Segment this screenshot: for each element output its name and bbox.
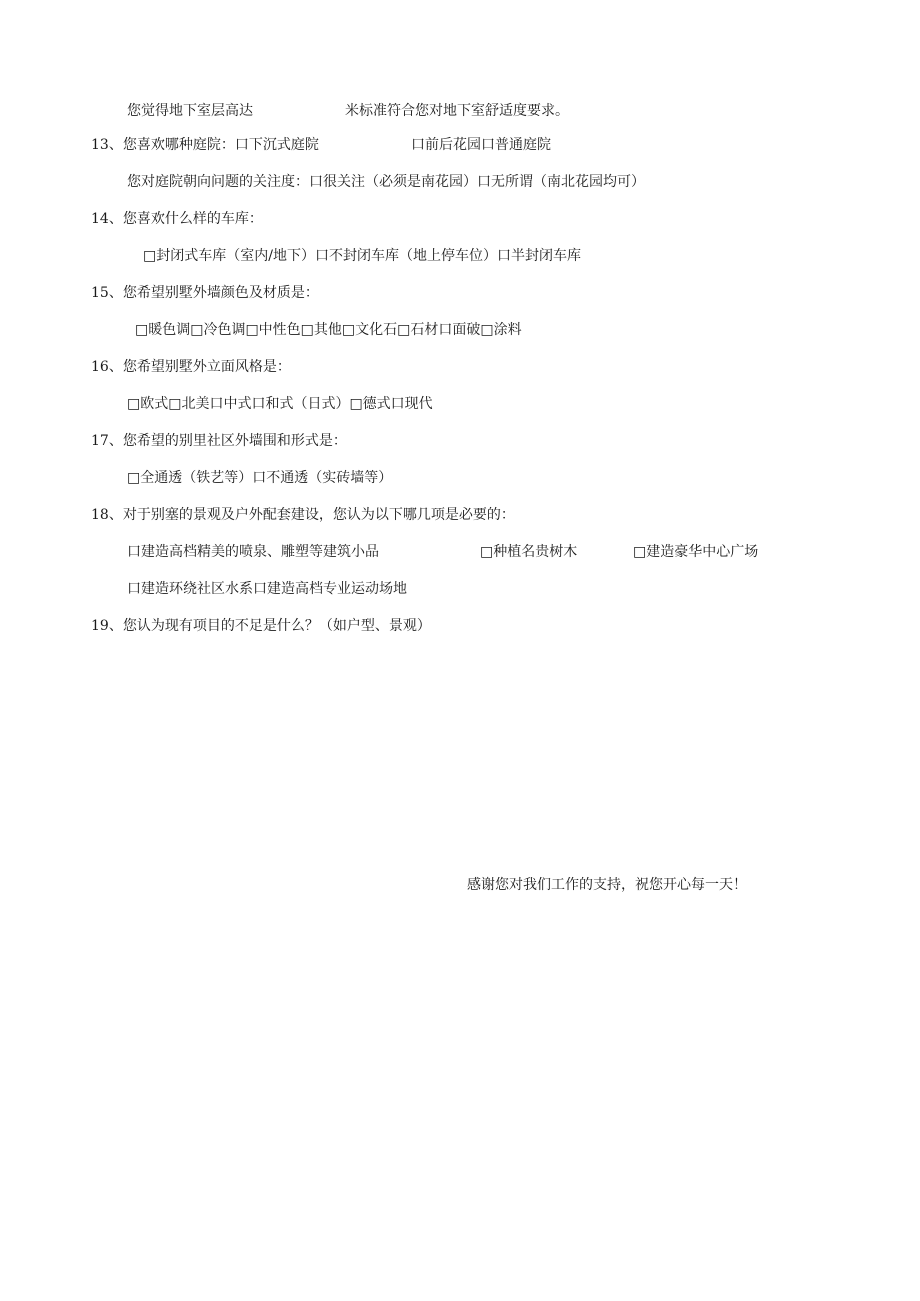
landscape-option-fountain: 口建造高档精美的喷泉、雕塑等建筑小品	[127, 544, 379, 560]
courtyard-orientation-text: 您对庭院朝向问题的关注度：口很关注（必须是南花园）口无所谓（南北花园均可）	[127, 174, 645, 190]
question-13-option-b: 口前后花园口普通庭院	[411, 137, 551, 153]
facade-options-text: □欧式□北美口中式口和式（日式）□德式口现代	[127, 396, 433, 412]
question-16-text: 16、您希望别墅外立面风格是：	[91, 359, 291, 375]
wall-options-text: □暖色调□冷色调□中性色□其他□文化石□石材口面破□涂料	[135, 322, 522, 338]
thank-you-text: 感谢您对我们工作的支持，祝您开心每一天！	[467, 877, 747, 893]
question-18-text: 18、对于别塞的景观及户外配套建设，您认为以下哪几项是必要的：	[91, 507, 515, 523]
question-14-text: 14、您喜欢什么样的车库：	[91, 211, 263, 227]
landscape-options-row-2-text: 口建造环绕社区水系口建造高档专业运动场地	[127, 581, 407, 597]
garage-options-text: □封闭式车库（室内/地下）口不封闭车库（地上停车位）口半封闭车库	[143, 248, 581, 264]
basement-height-suffix: 米标准符合您对地下室舒适度要求。	[345, 103, 569, 119]
basement-height-prefix: 您觉得地下室层高达	[127, 103, 253, 119]
question-19-text: 19、您认为现有项目的不足是什么？（如户型、景观）	[91, 618, 431, 634]
fence-options-text: □全通透（铁艺等）口不通透（实砖墙等）	[127, 470, 393, 486]
question-17-text: 17、您希望的别里社区外墙围和形式是：	[91, 433, 347, 449]
question-15-text: 15、您希望别墅外墙颜色及材质是：	[91, 285, 319, 301]
landscape-option-trees: □种植名贵树木	[480, 544, 578, 560]
question-13-option-a: 13、您喜欢哪种庭院：口下沉式庭院	[91, 137, 319, 153]
landscape-option-plaza: □建造豪华中心广场	[633, 544, 759, 560]
